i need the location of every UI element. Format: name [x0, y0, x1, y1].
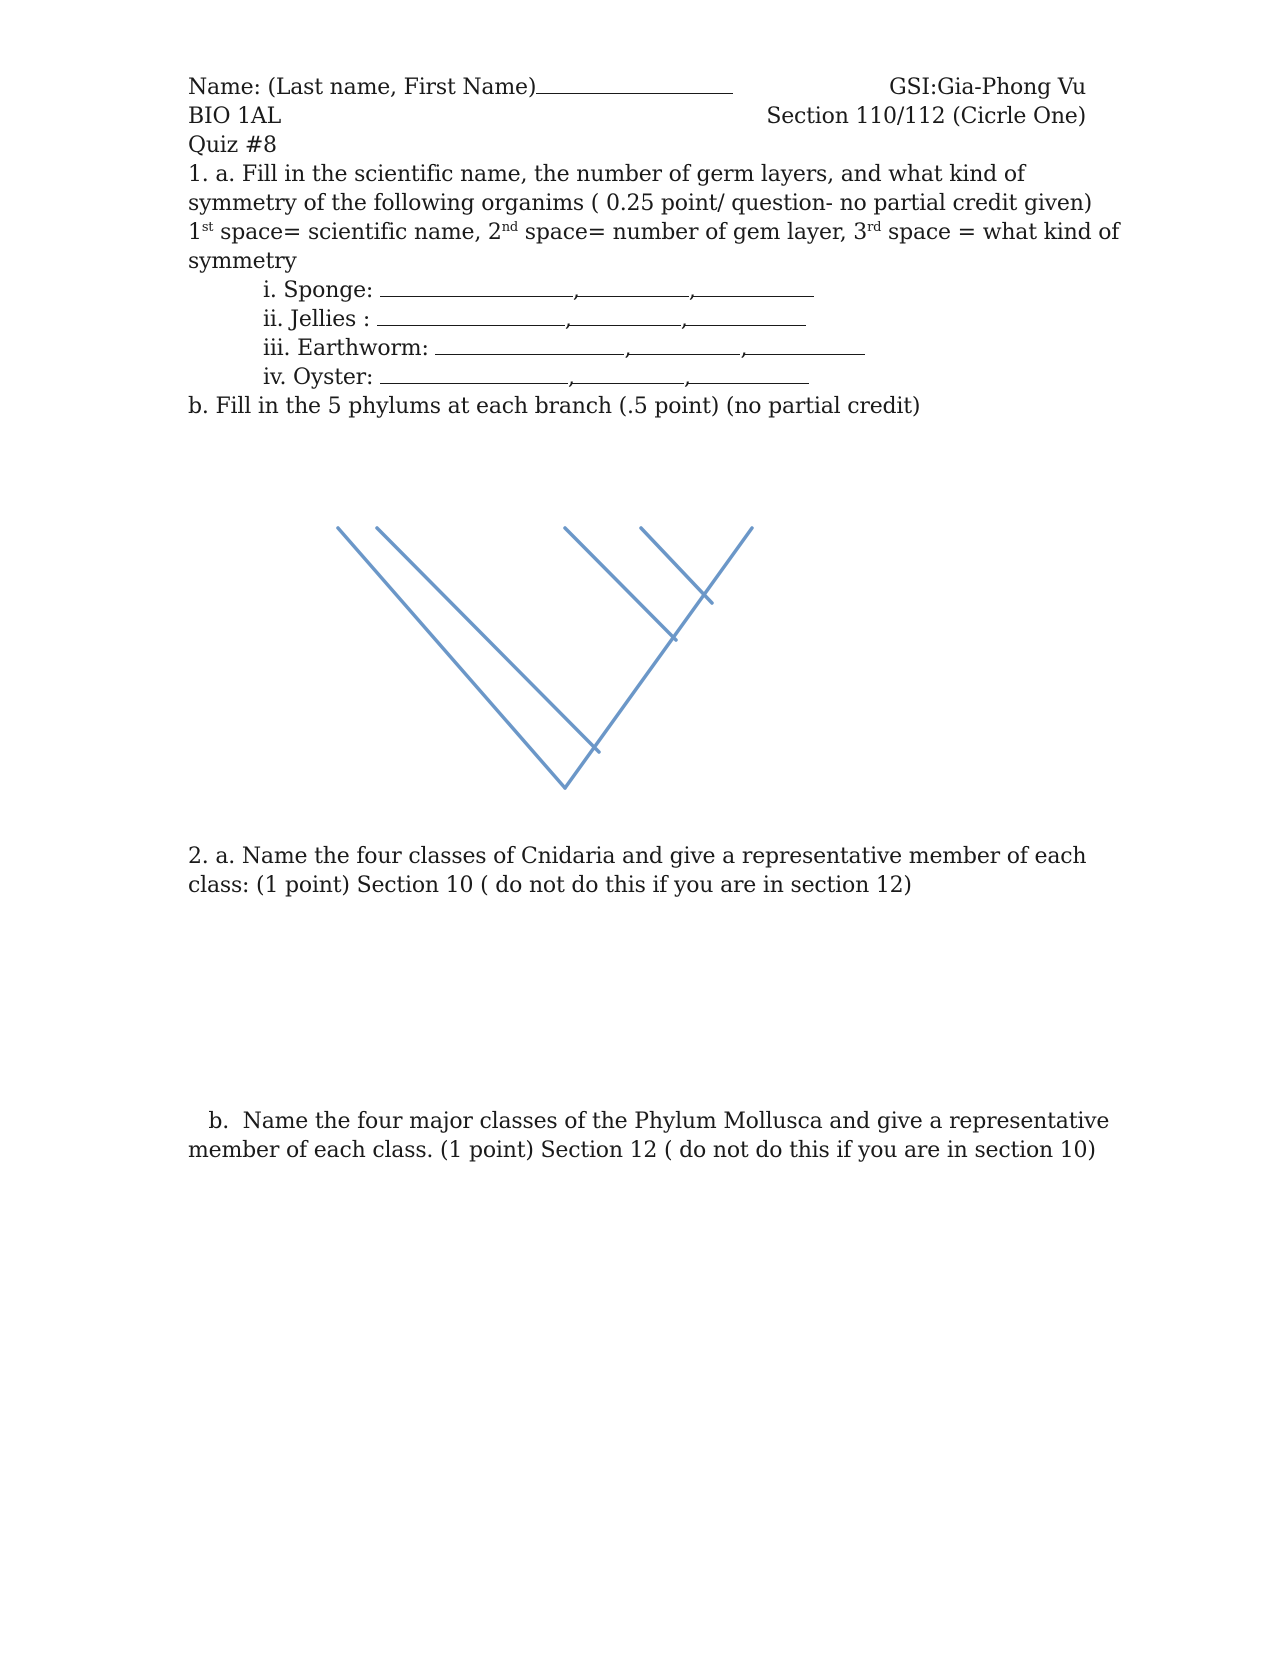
- gsi-name: GSI:Gia-Phong Vu: [889, 75, 1086, 100]
- tree-branches: [338, 528, 752, 788]
- tree-branch-4: [641, 528, 712, 603]
- section-choice: Section 110/112 (Cicrle One): [766, 104, 1086, 129]
- q2a-line-2: class: (1 point) Section 10 ( do not do this if you are in section 12): [188, 873, 912, 898]
- q1b-instruction: b. Fill in the 5 phylums at each branch (.5 point) (no partial credit): [188, 394, 921, 419]
- tree-branch-2: [377, 528, 599, 752]
- organism-label: iv. Oyster:: [263, 365, 380, 390]
- q1a-line-3: 1st space= scientific name, 2nd space= number of gem layer, 3rd space = what kind of: [188, 220, 1120, 245]
- organism-row-jellies: ii. Jellies : , ,: [263, 305, 806, 334]
- name-label: Name: (Last name, First Name): [188, 75, 537, 100]
- q1a-line-4: symmetry: [188, 249, 297, 274]
- organism-row-oyster: iv. Oyster: , ,: [263, 363, 809, 392]
- q2a-line-1: 2. a. Name the four classes of Cnidaria and give a representative member of each: [188, 844, 1087, 869]
- organism-row-earthworm: iii. Earthworm: , ,: [263, 334, 865, 363]
- q2b-line-2: member of each class. (1 point) Section 12 ( do not do this if you are in section 10): [188, 1138, 1096, 1163]
- tree-trunk-right: [565, 528, 752, 788]
- course-code: BIO 1AL: [188, 104, 281, 129]
- q1a-line-1: 1. a. Fill in the scientific name, the number of germ layers, and what kind of: [188, 162, 1025, 187]
- organism-label: iii. Earthworm:: [263, 336, 436, 361]
- q1a-line-2: symmetry of the following organims ( 0.25 point/ question- no partial credit given): [188, 191, 1093, 216]
- organism-label: ii. Jellies :: [263, 307, 377, 332]
- q2b-line-1: b. Name the four major classes of the Phylum Mollusca and give a representative: [188, 1109, 1110, 1134]
- tree-branch-3: [565, 528, 676, 640]
- organism-row-sponge: i. Sponge: , ,: [263, 276, 814, 305]
- organism-label: i. Sponge:: [263, 278, 380, 303]
- tree-trunk-left: [338, 528, 565, 788]
- quiz-number: Quiz #8: [188, 133, 277, 158]
